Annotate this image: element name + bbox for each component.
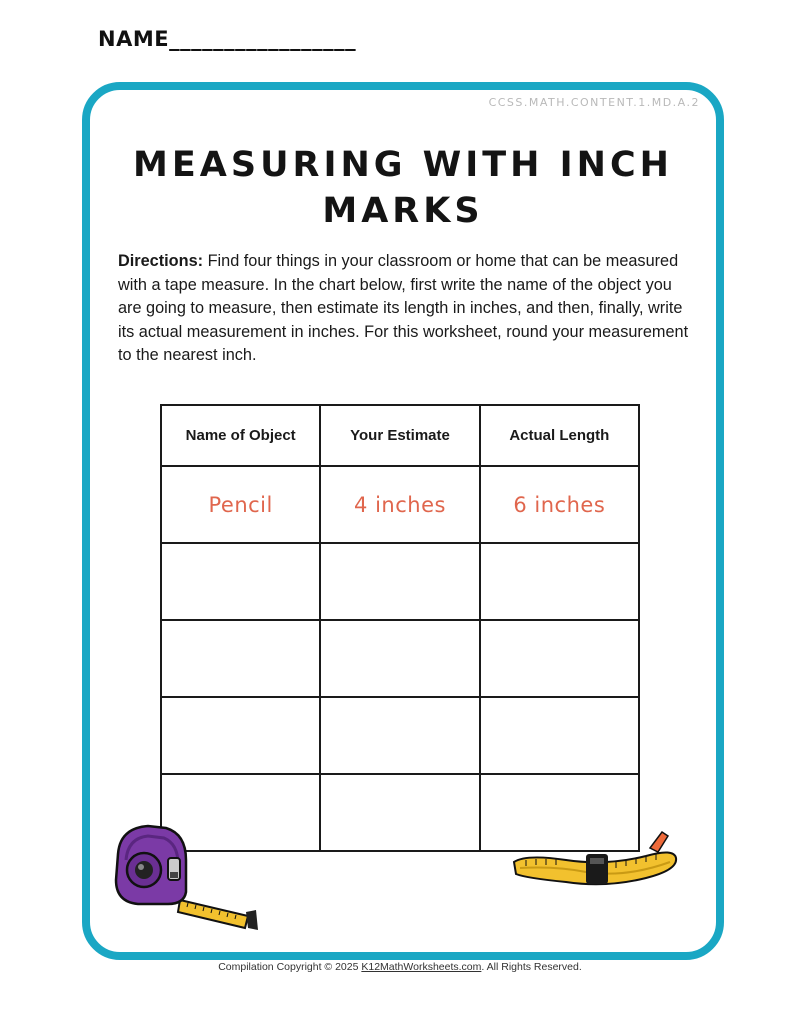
cell-object[interactable]: [161, 697, 320, 774]
cell-estimate[interactable]: [320, 697, 479, 774]
directions-paragraph: [118, 250, 698, 368]
page-title: MEASURING WITH INCH MARKS: [133, 145, 673, 231]
header-name-of-object: Name of Object: [161, 405, 320, 466]
cell-actual[interactable]: [480, 543, 639, 620]
header-your-estimate: Your Estimate: [320, 405, 479, 466]
copyright-footer: [0, 961, 800, 973]
standard-code: CCSS.MATH.CONTENT.1.MD.A.2: [488, 96, 700, 109]
cell-object: Pencil: [161, 466, 320, 543]
table-row: [161, 543, 639, 620]
cell-estimate[interactable]: [320, 620, 479, 697]
measurement-table: [160, 404, 640, 852]
table-row: [161, 620, 639, 697]
directions-label: Directions:: [118, 252, 204, 270]
cell-estimate[interactable]: [320, 774, 479, 851]
header-actual-length: Actual Length: [480, 405, 639, 466]
tape-measure-icon: [108, 820, 268, 935]
cell-estimate[interactable]: [320, 543, 479, 620]
footer-suffix: . All Rights Reserved.: [481, 961, 582, 973]
cell-object[interactable]: [161, 543, 320, 620]
footer-prefix: Compilation Copyright © 2025: [218, 961, 362, 973]
cell-estimate: 4 inches: [320, 466, 479, 543]
name-field-label: NAME_________________: [98, 27, 357, 51]
cell-actual[interactable]: [480, 620, 639, 697]
directions-text: Find four things in your classroom or home that can be measured with a tape measure. In the chart below, first write the name of the object you are going to measure, then estimate its length in inches, and then, finally, write its actual measurement in inches. For this worksheet, round your measurement to the nearest inch.: [118, 252, 689, 364]
cell-actual: 6 inches: [480, 466, 639, 543]
table-row: [161, 466, 639, 543]
footer-link[interactable]: K12MathWorksheets.com: [361, 961, 482, 973]
cell-actual[interactable]: [480, 697, 639, 774]
table-header-row: [161, 405, 639, 466]
soft-tape-icon: [506, 826, 686, 896]
table-row: [161, 697, 639, 774]
cell-object[interactable]: [161, 620, 320, 697]
